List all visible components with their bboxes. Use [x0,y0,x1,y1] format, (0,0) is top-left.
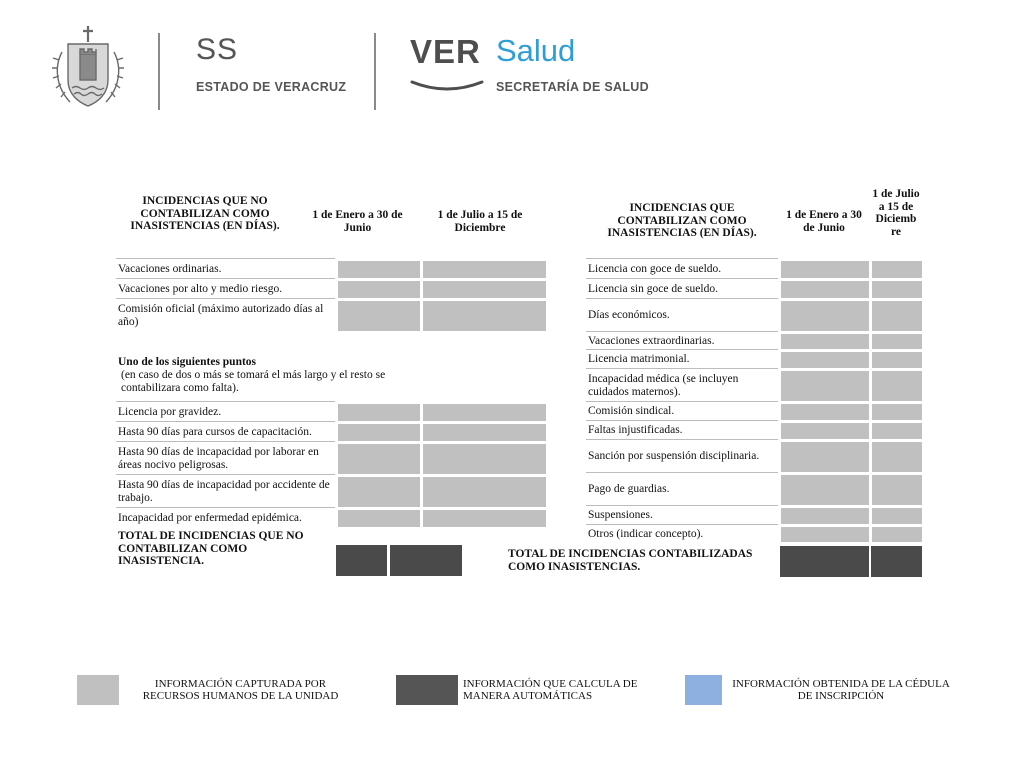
input-cell-jan-jun[interactable] [335,278,420,298]
input-cell-jul-dec[interactable] [420,507,546,527]
input-cell-jul-dec[interactable] [869,278,922,298]
ss-label: SS [196,33,239,66]
legend-text-captured: INFORMACIÓN CAPTURADA POR RECURSOS HUMANOS DE LA UNIDAD [142,678,339,702]
input-cell-jul-dec[interactable] [420,474,546,507]
input-cell-jul-dec[interactable] [869,258,922,278]
input-cell-jul-dec[interactable] [420,401,546,421]
row-label: Vacaciones por alto y medio riesgo. [116,278,335,298]
input-cell-jan-jun[interactable] [778,505,869,524]
row-label: Pago de guardias. [586,472,778,505]
input-cell-jan-jun[interactable] [335,258,420,278]
table-row [586,420,922,439]
right-col2-header: 1 de Julio a 15 de Diciemb re [872,188,920,238]
row-label: Incapacidad médica (se incluyen cuidados maternos). [586,368,778,401]
table-row [116,401,546,421]
table-row [586,505,922,524]
table-row [586,258,922,278]
input-cell-jul-dec[interactable] [420,278,546,298]
right-col1-header: 1 de Enero a 30 de Junio [786,209,862,234]
right-header-title: INCIDENCIAS QUE CONTABILIZAN COMO INASISTENCIAS (EN DÍAS). [607,202,757,239]
left-total-jan-jun [336,545,387,576]
input-cell-jul-dec[interactable] [869,331,922,349]
row-label: Incapacidad por enfermedad epidémica. [116,507,335,527]
row-label: Días económicos. [586,298,778,331]
table-row [586,331,922,349]
input-cell-jan-jun[interactable] [335,441,420,474]
input-cell-jan-jun[interactable] [335,507,420,527]
note-block [118,356,418,395]
salud-label: Salud [496,33,576,68]
left-col1-header: 1 de Enero a 30 de Junio [312,209,403,234]
input-cell-jul-dec[interactable] [869,524,922,542]
input-cell-jan-jun[interactable] [778,298,869,331]
right-total-jul-dec [871,546,922,577]
table-row [586,298,922,331]
input-cell-jul-dec[interactable] [869,505,922,524]
input-cell-jul-dec[interactable] [869,420,922,439]
input-cell-jan-jun[interactable] [778,420,869,439]
ver-label: VER [410,33,481,70]
left-total-label: TOTAL DE INCIDENCIAS QUE NO CONTABILIZAN COMO INASISTENCIA. [118,530,304,567]
table-row [116,298,546,331]
left-total-jul-dec [390,545,462,576]
input-cell-jan-jun[interactable] [778,439,869,472]
table-row [586,401,922,420]
row-label: Suspensiones. [586,505,778,524]
row-label: Otros (indicar concepto). [586,524,778,542]
input-cell-jul-dec[interactable] [869,472,922,505]
row-label: Licencia sin goce de sueldo. [586,278,778,298]
input-cell-jul-dec[interactable] [420,298,546,331]
row-label: Vacaciones ordinarias. [116,258,335,278]
input-cell-jan-jun[interactable] [778,331,869,349]
header-divider [374,33,376,110]
input-cell-jul-dec[interactable] [869,401,922,420]
row-label: Hasta 90 días para cursos de capacitación. [116,421,335,441]
row-label: Comisión oficial (máximo autorizado días al año) [116,298,335,331]
table-row [586,368,922,401]
input-cell-jan-jun[interactable] [335,421,420,441]
right-table [586,258,922,542]
input-cell-jan-jun[interactable] [778,349,869,368]
left-table-top [116,258,546,331]
row-label: Vacaciones extraordinarias. [586,331,778,349]
table-row [116,441,546,474]
input-cell-jan-jun[interactable] [778,401,869,420]
input-cell-jul-dec[interactable] [869,298,922,331]
row-label: Licencia con goce de sueldo. [586,258,778,278]
table-row [116,421,546,441]
table-row [116,507,546,527]
legend-swatch-captured [77,675,119,705]
left-table-bottom [116,401,546,527]
table-row [116,474,546,507]
legend-swatch-automatic [396,675,458,705]
legend-text-enrollment: INFORMACIÓN OBTENIDA DE LA CÉDULA DE INSCRIPCIÓN [732,678,950,702]
legend-swatch-enrollment [685,675,722,705]
header-divider [158,33,160,110]
left-col2-header: 1 de Julio a 15 de Diciembre [437,209,523,234]
input-cell-jan-jun[interactable] [778,524,869,542]
input-cell-jan-jun[interactable] [335,298,420,331]
input-cell-jan-jun[interactable] [335,401,420,421]
table-row [586,349,922,368]
input-cell-jan-jun[interactable] [335,474,420,507]
table-row [586,524,922,542]
input-cell-jul-dec[interactable] [420,421,546,441]
salud-subtitle: SECRETARÍA DE SALUD [496,80,649,94]
row-label: Licencia matrimonial. [586,349,778,368]
input-cell-jul-dec[interactable] [420,258,546,278]
table-row [586,278,922,298]
ss-subtitle: ESTADO DE VERACRUZ [196,80,347,94]
note-title: Uno de los siguientes puntos [118,356,257,368]
table-row [116,278,546,298]
table-row [586,472,922,505]
input-cell-jan-jun[interactable] [778,368,869,401]
row-label: Hasta 90 días de incapacidad por laborar en áreas nocivo peligrosas. [116,441,335,474]
input-cell-jul-dec[interactable] [869,368,922,401]
legend-text-automatic: INFORMACIÓN QUE CALCULA DE MANERA AUTOMÁTICAS [463,678,638,702]
input-cell-jan-jun[interactable] [778,278,869,298]
left-header-title: INCIDENCIAS QUE NO CONTABILIZAN COMO INASISTENCIAS (EN DÍAS). [130,195,280,232]
right-total-jan-jun [780,546,869,577]
row-label: Licencia por gravidez. [116,401,335,421]
row-label: Comisión sindical. [586,401,778,420]
row-label: Sanción por suspensión disciplinaria. [586,439,778,472]
ver-swoosh-icon [410,78,484,94]
input-cell-jul-dec[interactable] [869,439,922,472]
table-row [116,258,546,278]
row-label: Hasta 90 días de incapacidad por accidente de trabajo. [116,474,335,507]
table-row [586,439,922,472]
right-total-label: TOTAL DE INCIDENCIAS CONTABILIZADAS COMO INASISTENCIAS. [508,548,753,573]
row-label: Faltas injustificadas. [586,420,778,439]
input-cell-jan-jun[interactable] [778,472,869,505]
note-body: (en caso de dos o más se tomará el más largo y el resto se contabilizara como falta). [121,369,386,394]
veracruz-coat-of-arms-icon [50,22,126,112]
input-cell-jul-dec[interactable] [420,441,546,474]
input-cell-jul-dec[interactable] [869,349,922,368]
input-cell-jan-jun[interactable] [778,258,869,278]
